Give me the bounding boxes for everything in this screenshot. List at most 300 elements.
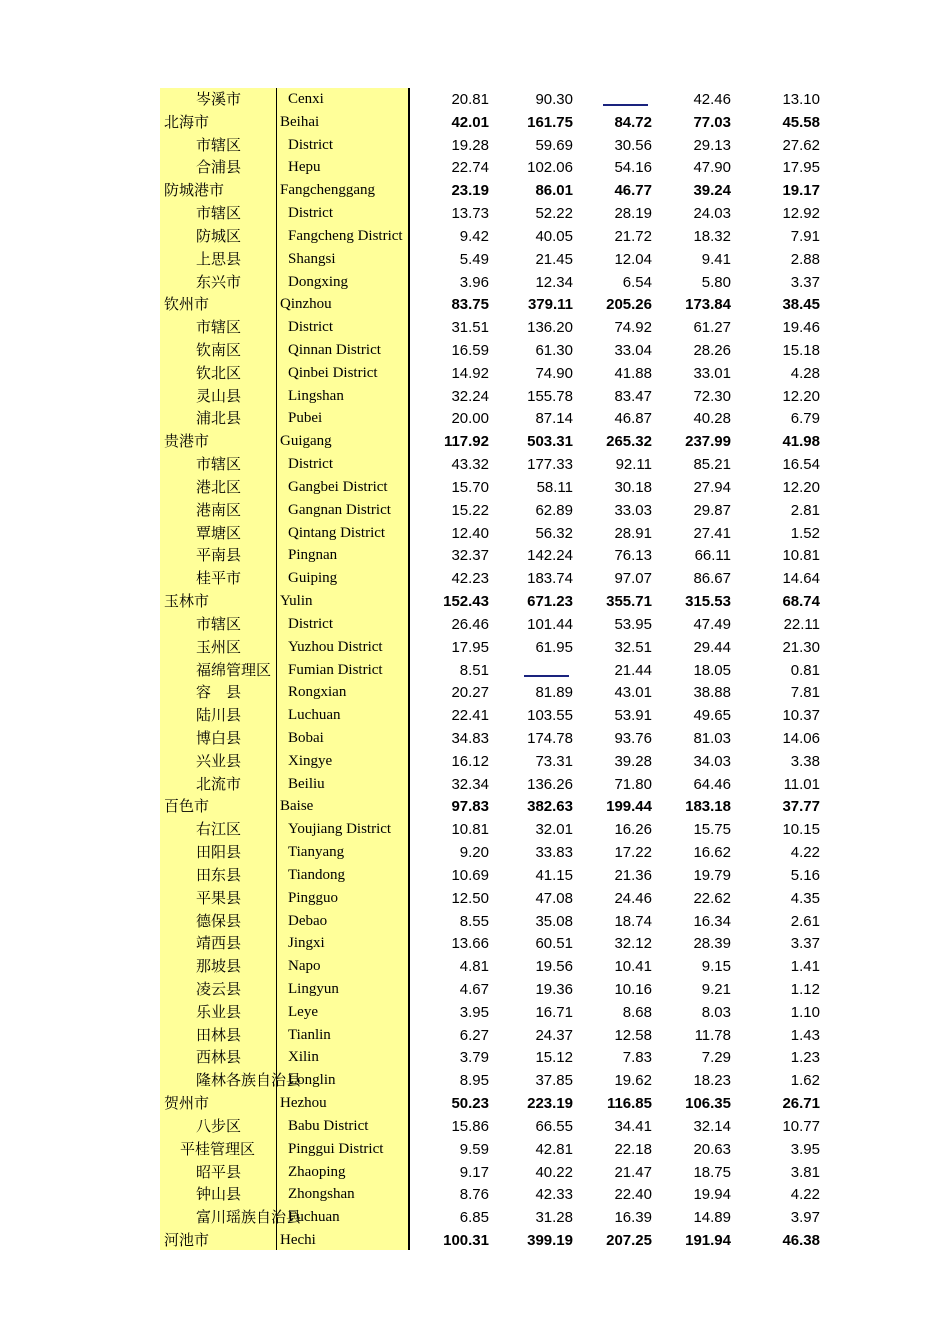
- value-col-2: 60.51: [535, 935, 573, 953]
- region-name-zh: 贵港市: [164, 432, 210, 451]
- value-col-5: 41.98: [782, 433, 820, 451]
- value-col-2: 42.81: [535, 1140, 573, 1158]
- value-col-1: 15.70: [451, 478, 489, 496]
- value-col-2: 47.08: [535, 889, 573, 907]
- value-col-5: 1.43: [790, 1026, 820, 1044]
- value-col-4: 66.11: [694, 547, 731, 565]
- value-col-4: 18.32: [693, 227, 731, 245]
- region-name-zh: 八步区: [196, 1116, 242, 1135]
- value-col-2: 31.28: [535, 1209, 573, 1227]
- value-col-3: 74.92: [614, 319, 652, 337]
- region-name-en: Fangchenggang: [280, 182, 375, 199]
- value-col-4: 72.30: [693, 387, 731, 405]
- value-col-3: 28.91: [614, 524, 652, 542]
- value-col-5: 1.62: [790, 1072, 820, 1090]
- table-row: [160, 590, 830, 613]
- value-col-1: 3.95: [459, 1003, 489, 1021]
- value-col-1: 8.76: [459, 1186, 489, 1204]
- value-col-3: 21.72: [614, 227, 652, 245]
- region-name-en: Leye: [288, 1003, 318, 1020]
- region-name-en: District: [288, 456, 333, 473]
- value-col-1: 15.86: [451, 1117, 489, 1135]
- value-col-5: 1.52: [790, 524, 820, 542]
- region-name-en: Gangbei District: [288, 478, 388, 495]
- value-col-3: 265.32: [606, 433, 652, 451]
- value-col-4: 173.84: [685, 296, 731, 314]
- value-col-5: 5.16: [790, 866, 820, 884]
- region-name-zh: 防城区: [196, 226, 242, 245]
- value-col-1: 83.75: [451, 296, 489, 314]
- value-col-5: 7.91: [790, 227, 820, 245]
- region-name-zh: 钦南区: [196, 341, 242, 360]
- region-name-zh: 昭平县: [196, 1162, 242, 1181]
- value-col-5: 2.88: [790, 250, 820, 268]
- value-col-5: 4.28: [790, 364, 820, 382]
- value-col-1: 50.23: [451, 1095, 489, 1113]
- value-col-3: 22.18: [614, 1140, 652, 1158]
- value-col-2: 73.31: [535, 752, 573, 770]
- value-col-4: 9.21: [701, 980, 731, 998]
- value-col-1: 10.69: [451, 866, 489, 884]
- value-col-1: 16.59: [451, 342, 489, 360]
- table-row: [160, 499, 830, 522]
- value-col-2: 35.08: [535, 912, 573, 930]
- region-name-zh: 市辖区: [196, 135, 242, 154]
- region-name-zh: 上思县: [196, 249, 242, 268]
- table-row: [160, 704, 830, 727]
- value-col-4: 237.99: [685, 433, 731, 451]
- region-name-en: Pinggui District: [288, 1140, 384, 1157]
- value-col-2: 103.55: [527, 707, 573, 725]
- region-name-en: Luchuan: [288, 707, 341, 724]
- value-col-1: 15.22: [451, 501, 489, 519]
- blank-value-underline: [524, 675, 569, 677]
- table-row: [160, 978, 830, 1001]
- region-name-zh: 容 县: [196, 683, 242, 702]
- value-col-3: 34.41: [614, 1117, 652, 1135]
- value-col-1: 31.51: [451, 319, 489, 337]
- region-name-zh: 市辖区: [196, 455, 242, 474]
- value-col-3: 21.36: [614, 866, 652, 884]
- value-col-2: 40.22: [535, 1163, 573, 1181]
- region-name-zh: 岑溪市: [196, 90, 242, 108]
- value-col-1: 22.74: [451, 159, 489, 177]
- value-col-4: 106.35: [685, 1095, 731, 1113]
- value-col-4: 29.13: [693, 136, 731, 154]
- value-col-1: 8.95: [459, 1072, 489, 1090]
- table-row: [160, 773, 830, 796]
- region-name-en: Fuchuan: [288, 1209, 340, 1226]
- value-col-3: 30.56: [614, 136, 652, 154]
- region-name-zh: 百色市: [164, 797, 210, 816]
- table-row: [160, 1206, 830, 1229]
- table-row: [160, 1138, 830, 1161]
- value-col-2: 74.90: [535, 364, 573, 382]
- value-col-1: 26.46: [451, 615, 489, 633]
- region-name-en: District: [288, 319, 333, 336]
- value-col-4: 34.03: [693, 752, 731, 770]
- value-col-4: 42.46: [693, 91, 731, 108]
- region-name-en: District: [288, 615, 333, 632]
- value-col-3: 355.71: [606, 593, 652, 611]
- value-col-1: 23.19: [451, 182, 489, 200]
- value-col-4: 77.03: [693, 113, 731, 131]
- value-col-3: 18.74: [614, 912, 652, 930]
- table-row: [160, 385, 830, 408]
- value-col-2: 33.83: [535, 844, 573, 862]
- value-col-3: 28.19: [614, 205, 652, 223]
- region-name-en: Hepu: [288, 159, 321, 176]
- table-row: [160, 636, 830, 659]
- value-col-3: 71.80: [614, 775, 652, 793]
- table-row: [160, 750, 830, 773]
- value-col-1: 4.67: [459, 980, 489, 998]
- region-name-zh: 靖西县: [196, 934, 242, 953]
- table-row: [160, 1046, 830, 1069]
- value-col-5: 3.37: [790, 273, 820, 291]
- value-col-2: 379.11: [527, 296, 573, 314]
- value-col-1: 12.40: [451, 524, 489, 542]
- region-name-en: Tianlin: [288, 1026, 331, 1043]
- value-col-4: 11.78: [694, 1026, 731, 1044]
- value-col-5: 4.22: [790, 1186, 820, 1204]
- value-col-1: 42.01: [451, 113, 489, 131]
- value-col-2: 40.05: [535, 227, 573, 245]
- value-col-4: 85.21: [693, 456, 731, 474]
- value-col-4: 18.23: [693, 1072, 731, 1090]
- table-row: [160, 795, 830, 818]
- table-row: [160, 111, 830, 134]
- region-name-en: Qinbei District: [288, 364, 378, 381]
- region-name-en: Fumian District: [288, 661, 383, 678]
- region-name-en: Yuzhou District: [288, 638, 383, 655]
- region-name-zh: 乐业县: [196, 1002, 242, 1021]
- table-row: [160, 818, 830, 841]
- value-col-3: 46.77: [614, 182, 652, 200]
- region-name-zh: 市辖区: [196, 614, 242, 633]
- region-name-zh: 陆川县: [196, 706, 242, 725]
- region-name-en: Xilin: [288, 1049, 319, 1066]
- value-col-4: 86.67: [693, 570, 731, 588]
- value-col-5: 1.12: [790, 980, 820, 998]
- value-col-3: 8.68: [622, 1003, 652, 1021]
- region-name-zh: 钦北区: [196, 363, 242, 382]
- region-name-zh: 隆林各族自治县: [196, 1071, 302, 1090]
- value-col-1: 13.73: [451, 205, 489, 223]
- value-col-5: 14.64: [782, 570, 820, 588]
- value-col-3: 17.22: [614, 844, 652, 862]
- value-col-3: 41.88: [614, 364, 652, 382]
- value-col-1: 12.50: [451, 889, 489, 907]
- value-col-5: 11.01: [783, 775, 820, 793]
- region-name-en: Xingye: [288, 752, 333, 769]
- value-col-2: 136.26: [527, 775, 573, 793]
- value-col-5: 26.71: [782, 1095, 820, 1113]
- region-name-en: Gangnan District: [288, 501, 391, 518]
- region-name-zh: 西林县: [196, 1048, 242, 1067]
- value-col-4: 16.34: [693, 912, 731, 930]
- region-name-zh: 浦北县: [196, 409, 242, 428]
- value-col-2: 41.15: [535, 866, 573, 884]
- value-col-1: 19.28: [451, 136, 489, 154]
- region-name-en: Zhaoping: [288, 1163, 346, 1180]
- value-col-1: 10.81: [451, 821, 489, 839]
- value-col-4: 28.39: [693, 935, 731, 953]
- value-col-5: 38.45: [782, 296, 820, 314]
- value-col-2: 503.31: [527, 433, 573, 451]
- value-col-2: 58.11: [536, 478, 573, 496]
- region-name-zh: 钦州市: [164, 295, 210, 314]
- value-col-3: 33.04: [614, 342, 652, 360]
- value-col-3: 43.01: [614, 684, 652, 702]
- region-name-zh: 福绵管理区: [196, 660, 272, 679]
- value-col-5: 1.23: [790, 1049, 820, 1067]
- region-name-zh: 市辖区: [196, 204, 242, 223]
- region-name-zh: 北流市: [196, 774, 242, 793]
- value-col-1: 3.96: [459, 273, 489, 291]
- value-col-5: 1.41: [790, 958, 820, 976]
- region-name-zh: 港南区: [196, 500, 242, 519]
- region-name-en: Dongxing: [288, 273, 348, 290]
- value-col-5: 1.10: [790, 1003, 820, 1021]
- region-name-en: Shangsi: [288, 250, 336, 267]
- region-name-zh: 兴业县: [196, 751, 242, 770]
- value-col-5: 3.95: [790, 1140, 820, 1158]
- value-col-2: 59.69: [535, 136, 573, 154]
- table-row: [160, 1115, 830, 1138]
- table-row: [160, 339, 830, 362]
- value-col-4: 16.62: [693, 844, 731, 862]
- region-name-en: Fangcheng District: [288, 227, 403, 244]
- region-name-en: Bobai: [288, 729, 324, 746]
- table-row: [160, 1183, 830, 1206]
- region-name-zh: 河池市: [164, 1231, 210, 1249]
- value-col-2: 66.55: [535, 1117, 573, 1135]
- region-name-zh: 东兴市: [196, 272, 242, 291]
- value-col-1: 14.92: [451, 364, 489, 382]
- table-row: [160, 88, 830, 111]
- region-name-zh: 平南县: [196, 546, 242, 565]
- value-col-4: 47.49: [693, 615, 731, 633]
- table-row: [160, 134, 830, 157]
- table-row: [160, 271, 830, 294]
- value-col-3: 97.07: [614, 570, 652, 588]
- value-col-4: 40.28: [693, 410, 731, 428]
- region-name-en: Debao: [288, 912, 328, 929]
- value-col-2: 161.75: [527, 113, 573, 131]
- table-row: [160, 910, 830, 933]
- table-row: [160, 544, 830, 567]
- value-col-4: 20.63: [693, 1140, 731, 1158]
- table-row: [160, 864, 830, 887]
- value-col-2: 399.19: [527, 1232, 573, 1249]
- value-col-5: 13.10: [782, 91, 820, 108]
- value-col-2: 12.34: [535, 273, 573, 291]
- value-col-5: 37.77: [782, 798, 820, 816]
- value-col-2: 177.33: [527, 456, 573, 474]
- region-name-zh: 玉林市: [164, 592, 210, 611]
- value-col-2: 52.22: [535, 205, 573, 223]
- value-col-1: 34.83: [451, 729, 489, 747]
- table-row: [160, 567, 830, 590]
- value-col-3: 6.54: [622, 273, 652, 291]
- value-col-1: 20.00: [451, 410, 489, 428]
- region-name-en: Qintang District: [288, 524, 386, 541]
- region-name-en: Beihai: [280, 113, 320, 130]
- value-col-3: 21.44: [614, 661, 652, 679]
- table-row: [160, 1161, 830, 1184]
- value-col-1: 32.37: [451, 547, 489, 565]
- value-col-5: 4.22: [790, 844, 820, 862]
- value-col-1: 6.27: [459, 1026, 489, 1044]
- value-col-5: 2.81: [790, 501, 820, 519]
- value-col-1: 6.85: [459, 1209, 489, 1227]
- region-name-zh: 玉州区: [196, 637, 242, 656]
- value-col-5: 16.54: [782, 456, 820, 474]
- value-col-4: 7.29: [701, 1049, 731, 1067]
- value-col-5: 10.81: [782, 547, 820, 565]
- region-name-zh: 平桂管理区: [180, 1139, 256, 1158]
- table-row: [160, 179, 830, 202]
- value-col-3: 16.39: [614, 1209, 652, 1227]
- value-col-5: 19.46: [782, 319, 820, 337]
- value-col-3: 10.16: [614, 980, 652, 998]
- region-name-zh: 德保县: [196, 911, 242, 930]
- value-col-1: 17.95: [451, 638, 489, 656]
- value-col-3: 76.13: [614, 547, 652, 565]
- region-name-en: Beiliu: [288, 775, 325, 792]
- value-col-3: 199.44: [606, 798, 652, 816]
- value-col-4: 9.15: [701, 958, 731, 976]
- value-col-2: 671.23: [527, 593, 573, 611]
- value-col-4: 9.41: [701, 250, 731, 268]
- value-col-5: 3.37: [790, 935, 820, 953]
- value-col-4: 29.44: [693, 638, 731, 656]
- value-col-4: 22.62: [693, 889, 731, 907]
- region-name-zh: 贺州市: [164, 1094, 210, 1113]
- value-col-1: 97.83: [451, 798, 489, 816]
- value-col-3: 24.46: [614, 889, 652, 907]
- value-col-5: 12.20: [782, 387, 820, 405]
- table-row: [160, 316, 830, 339]
- value-col-5: 27.62: [782, 136, 820, 154]
- region-name-zh: 合浦县: [196, 158, 242, 177]
- value-col-3: 22.40: [614, 1186, 652, 1204]
- table-row: [160, 362, 830, 385]
- region-name-en: Lingshan: [288, 387, 344, 404]
- value-col-3: 83.47: [614, 387, 652, 405]
- value-col-4: 29.87: [693, 501, 731, 519]
- value-col-4: 19.79: [693, 866, 731, 884]
- value-col-2: 90.30: [535, 91, 573, 108]
- value-col-1: 9.20: [459, 844, 489, 862]
- value-col-2: 56.32: [535, 524, 573, 542]
- value-col-1: 13.66: [451, 935, 489, 953]
- value-col-4: 183.18: [685, 798, 731, 816]
- value-col-4: 14.89: [693, 1209, 731, 1227]
- value-col-3: 12.04: [614, 250, 652, 268]
- table-row: [160, 1001, 830, 1024]
- value-col-1: 42.23: [451, 570, 489, 588]
- value-col-4: 15.75: [693, 821, 731, 839]
- region-name-zh: 钟山县: [196, 1185, 242, 1204]
- table-row: [160, 955, 830, 978]
- value-col-2: 61.30: [535, 342, 573, 360]
- value-col-4: 27.41: [693, 524, 731, 542]
- value-col-2: 102.06: [527, 159, 573, 177]
- value-col-5: 10.15: [782, 821, 820, 839]
- region-name-en: Zhongshan: [288, 1186, 355, 1203]
- value-col-2: 101.44: [527, 615, 573, 633]
- region-name-zh: 田东县: [196, 865, 242, 884]
- value-col-3: 30.18: [614, 478, 652, 496]
- region-name-en: Cenxi: [288, 91, 324, 107]
- value-col-3: 46.87: [614, 410, 652, 428]
- value-col-1: 4.81: [459, 958, 489, 976]
- region-name-en: Qinzhou: [280, 296, 332, 313]
- region-name-zh: 田林县: [196, 1025, 242, 1044]
- table-row: [160, 453, 830, 476]
- region-name-en: Baise: [280, 798, 314, 815]
- value-col-4: 5.80: [701, 273, 731, 291]
- value-col-3: 19.62: [614, 1072, 652, 1090]
- value-col-4: 39.24: [693, 182, 731, 200]
- value-col-3: 16.26: [614, 821, 652, 839]
- value-col-4: 81.03: [693, 729, 731, 747]
- region-name-en: Youjiang District: [288, 821, 392, 838]
- value-col-5: 22.11: [783, 615, 820, 633]
- value-col-2: 37.85: [535, 1072, 573, 1090]
- table-row: [160, 248, 830, 271]
- table-row: [160, 1092, 830, 1115]
- value-col-5: 10.77: [782, 1117, 820, 1135]
- region-name-en: Pingnan: [288, 547, 338, 564]
- value-col-4: 18.75: [693, 1163, 731, 1181]
- value-col-4: 33.01: [693, 364, 731, 382]
- value-col-4: 24.03: [693, 205, 731, 223]
- region-name-zh: 桂平市: [196, 569, 242, 588]
- value-col-2: 142.24: [527, 547, 573, 565]
- value-col-3: 207.25: [606, 1232, 652, 1249]
- value-col-1: 9.59: [459, 1140, 489, 1158]
- table-row: [160, 1229, 830, 1252]
- value-col-1: 22.41: [451, 707, 489, 725]
- table-row: [160, 681, 830, 704]
- table-row: [160, 887, 830, 910]
- region-name-zh: 北海市: [164, 112, 210, 131]
- value-col-2: 183.74: [527, 570, 573, 588]
- value-col-3: 21.47: [614, 1163, 652, 1181]
- table-row: [160, 659, 830, 682]
- region-name-en: District: [288, 136, 333, 153]
- value-col-4: 28.26: [693, 342, 731, 360]
- region-name-zh: 富川瑶族自治县: [196, 1208, 302, 1227]
- region-name-zh: 灵山县: [196, 386, 242, 405]
- value-col-1: 20.81: [451, 91, 489, 108]
- value-col-5: 46.38: [782, 1232, 820, 1249]
- table-row: [160, 613, 830, 636]
- value-col-5: 12.20: [782, 478, 820, 496]
- table-row: [160, 430, 830, 453]
- value-col-1: 9.17: [459, 1163, 489, 1181]
- value-col-2: 16.71: [535, 1003, 573, 1021]
- value-col-2: 81.89: [535, 684, 573, 702]
- table-row: [160, 476, 830, 499]
- region-name-zh: 博白县: [196, 728, 242, 747]
- region-name-en: District: [288, 205, 333, 222]
- region-name-en: Longlin: [288, 1072, 336, 1089]
- value-col-5: 6.79: [790, 410, 820, 428]
